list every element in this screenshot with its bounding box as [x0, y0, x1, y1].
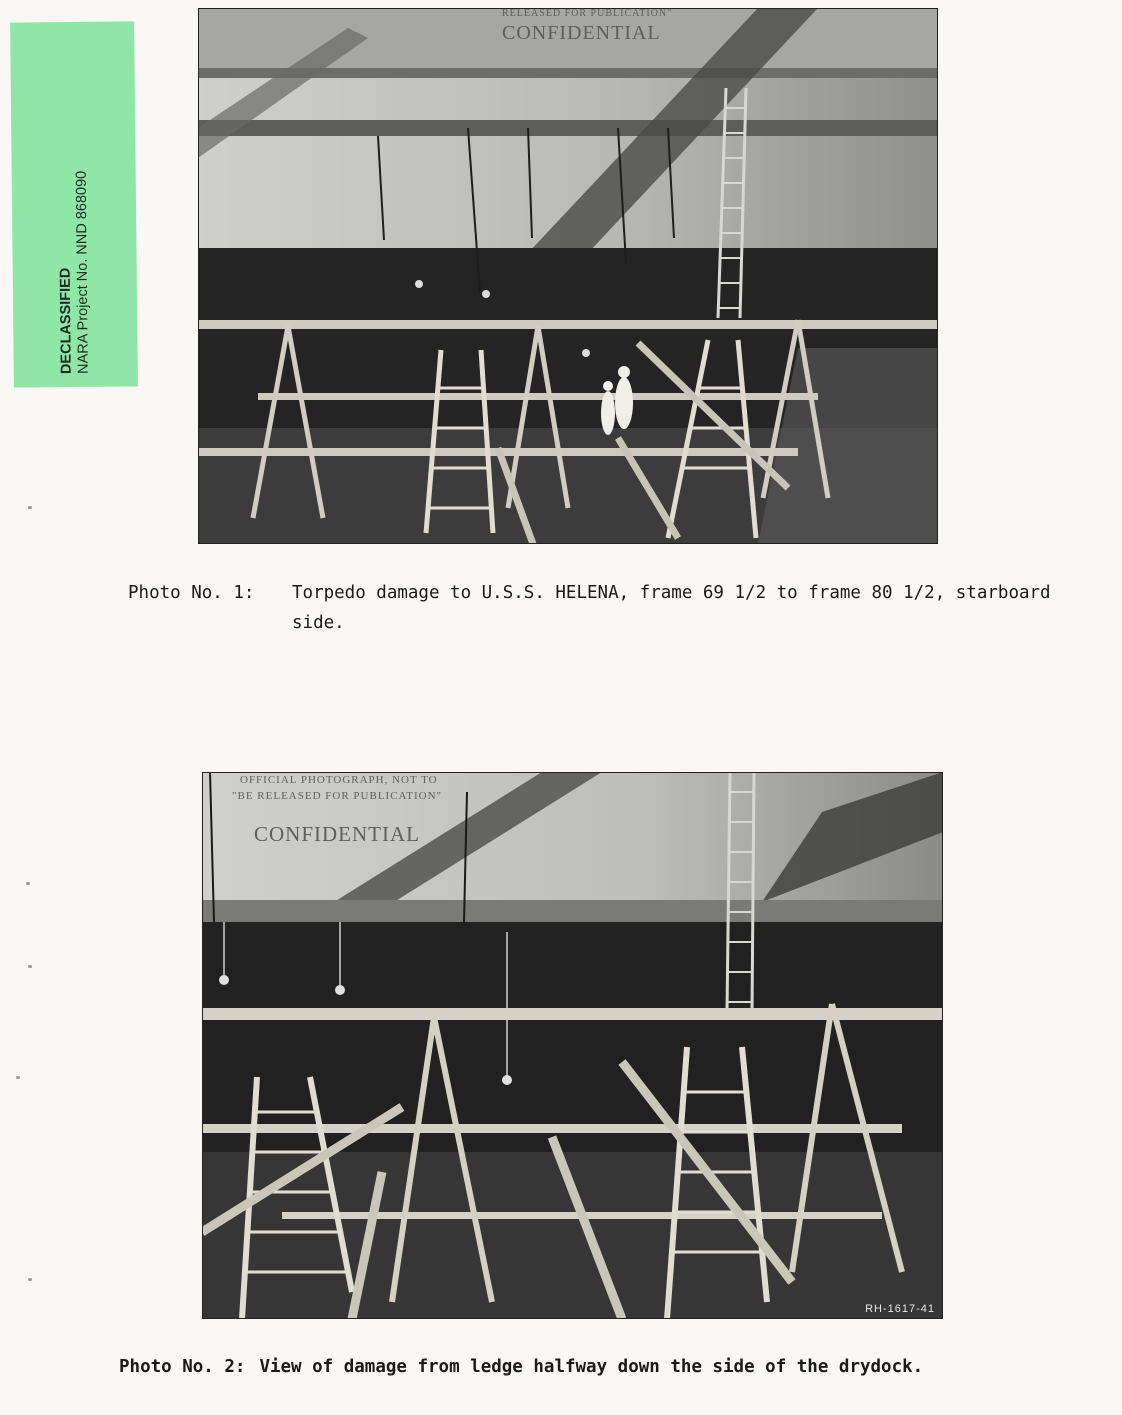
stamp-line-declassified: DECLASSIFIED	[57, 267, 75, 375]
scan-speck	[28, 965, 32, 968]
photo-1-caption-text: Torpedo damage to U.S.S. HELENA, frame 69 1/2 to frame 80 1/2, starboard side.	[292, 583, 1051, 633]
photo-2-stamp-line2: "BE RELEASED FOR PUBLICATION"	[232, 790, 443, 802]
photo-2-stamp-confidential: CONFIDENTIAL	[254, 822, 420, 846]
declassified-stamp	[10, 21, 138, 387]
photo-2-id: RH-1617-41	[865, 1303, 935, 1315]
photo-1-image	[198, 8, 938, 544]
photo-1-stamp-top: RELEASED FOR PUBLICATION"	[502, 8, 673, 19]
scan-speck	[28, 506, 32, 509]
photo-2-caption-text: View of damage from ledge halfway down the side of the drydock.	[259, 1357, 924, 1377]
scan-speck	[26, 882, 30, 885]
photo-1-stamp-confidential: CONFIDENTIAL	[502, 22, 661, 44]
scan-speck	[16, 1076, 20, 1079]
photo-1-caption-label: Photo No. 1:	[128, 583, 255, 603]
photo-2-image	[202, 772, 943, 1319]
photo-2-stamp-line1: OFFICIAL PHOTOGRAPH, NOT TO	[240, 774, 438, 786]
stamp-text	[55, 34, 93, 374]
scan-speck	[28, 1278, 32, 1281]
photo-2-caption-label: Photo No. 2:	[119, 1357, 246, 1377]
photo-2-caption	[119, 1352, 923, 1382]
photo-1	[198, 8, 938, 544]
photo-2	[202, 772, 943, 1319]
stamp-line-project: NARA Project No. NND 868090	[73, 170, 92, 374]
